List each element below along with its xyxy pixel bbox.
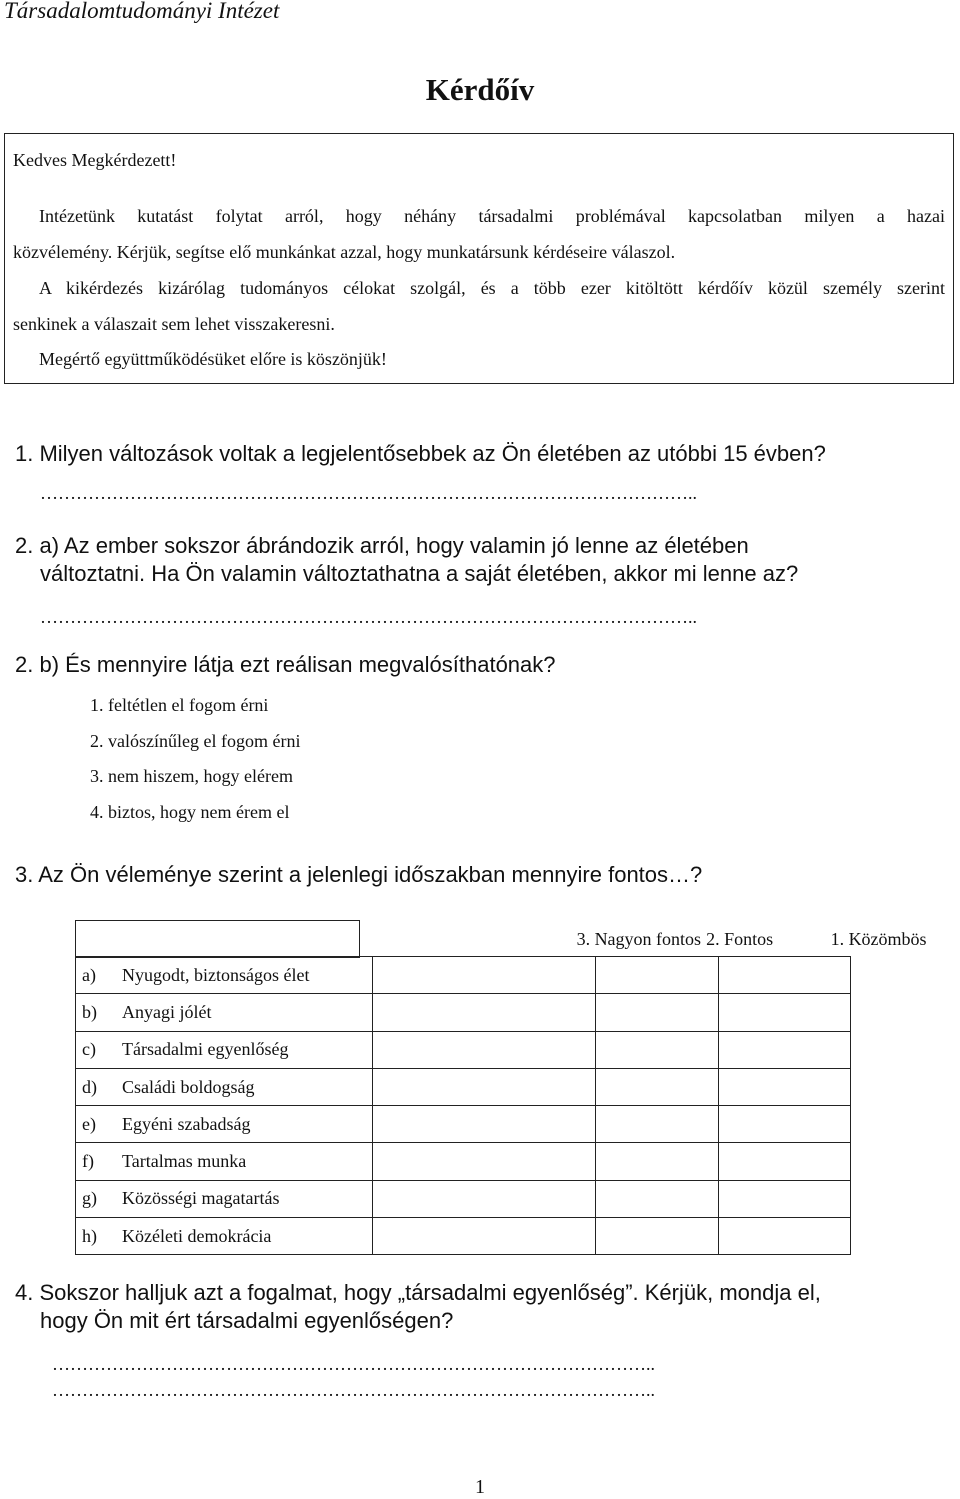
question-2a-line-1: 2. a) Az ember sokszor ábrándozik arról, hogy valamin jó lenne az életében xyxy=(15,533,749,558)
page-number: 1 xyxy=(475,1476,485,1498)
question-2a-answer-line[interactable]: ……………………………………………………………………………………………….. xyxy=(40,607,697,627)
table-header-row xyxy=(76,921,960,958)
cell-c-important[interactable] xyxy=(596,1031,719,1068)
intro-paragraph-2-line-2: senkinek a válaszait sem lehet visszakeresni. xyxy=(13,314,335,334)
row-label-e: e) Egyéni szabadság xyxy=(76,1106,373,1143)
table-row xyxy=(76,994,851,1031)
table-corner-cell xyxy=(76,921,360,958)
cell-g-indifferent[interactable] xyxy=(719,1180,851,1217)
table-spacer xyxy=(359,921,571,958)
row-label-f: f) Tartalmas munka xyxy=(76,1143,373,1180)
cell-g-very-important[interactable] xyxy=(373,1180,596,1217)
cell-a-indifferent[interactable] xyxy=(719,957,851,994)
table-row xyxy=(76,1106,851,1143)
cell-e-very-important[interactable] xyxy=(373,1106,596,1143)
row-label-c: c) Társadalmi egyenlőség xyxy=(76,1031,373,1068)
intro-paragraph-1-line-2: közvélemény. Kérjük, segítse elő munkánkat azzal, hogy munkatársunk kérdéseire válaszol. xyxy=(13,242,676,262)
question-1: 1. Milyen változások voltak a legjelentősebbek az Ön életében az utóbbi 15 évben? xyxy=(15,441,826,466)
table-row xyxy=(76,1143,851,1180)
cell-b-important[interactable] xyxy=(596,994,719,1031)
question-4-answer-line-1[interactable]: ……………………………………………………………………………………….. xyxy=(52,1354,655,1374)
cell-e-indifferent[interactable] xyxy=(719,1106,851,1143)
importance-grid xyxy=(75,956,851,1255)
column-header-very-important: 3. Nagyon fontos xyxy=(576,928,702,949)
table-row xyxy=(76,1031,851,1068)
question-2a-line-2: változtatni. Ha Ön valamin változtathatna a saját életében, akkor mi lenne az? xyxy=(40,561,799,586)
column-header-indifferent: 1. Közömbös xyxy=(830,928,927,949)
option-4[interactable]: 4. biztos, hogy nem érem el xyxy=(90,802,290,822)
cell-f-very-important[interactable] xyxy=(373,1143,596,1180)
table-row xyxy=(76,1180,851,1217)
cell-h-indifferent[interactable] xyxy=(719,1218,851,1255)
cell-e-important[interactable] xyxy=(596,1106,719,1143)
question-4-answer-line-2[interactable]: ……………………………………………………………………………………….. xyxy=(52,1380,655,1400)
question-4-line-2: hogy Ön mit ért társadalmi egyenlőségen? xyxy=(40,1308,454,1333)
greeting: Kedves Megkérdezett! xyxy=(13,150,177,170)
question-2b: 2. b) És mennyire látja ezt reálisan megvalósíthatónak? xyxy=(15,652,556,677)
row-label-a: a) Nyugodt, biztonságos élet xyxy=(76,957,373,994)
intro-thanks: Megértő együttműködésüket előre is köszönjük! xyxy=(39,349,387,369)
cell-f-important[interactable] xyxy=(596,1143,719,1180)
question-3: 3. Az Ön véleménye szerint a jelenlegi időszakban mennyire fontos…? xyxy=(15,862,703,887)
intro-paragraph-1-line-1: Intézetünk kutatást folytat arról, hogy néhány társadalmi problémával kapcsolatban milyen a hazai xyxy=(39,206,945,226)
intro-paragraph-2-line-1: A kikérdezés kizárólag tudományos célokat szolgál, és a több ezer kitöltött kérdőív közül személy szerint xyxy=(39,278,945,298)
cell-b-indifferent[interactable] xyxy=(719,994,851,1031)
cell-f-indifferent[interactable] xyxy=(719,1143,851,1180)
cell-h-very-important[interactable] xyxy=(373,1218,596,1255)
cell-c-very-important[interactable] xyxy=(373,1031,596,1068)
importance-table xyxy=(75,920,960,958)
question-4-line-1: 4. Sokszor halljuk azt a fogalmat, hogy „társadalmi egyenlőség”. Kérjük, mondja el, xyxy=(15,1280,821,1305)
question-1-answer-line[interactable]: ……………………………………………………………………………………………….. xyxy=(40,483,697,503)
option-3[interactable]: 3. nem hiszem, hogy elérem xyxy=(90,766,293,786)
option-2[interactable]: 2. valószínűleg el fogom érni xyxy=(90,731,301,751)
row-label-h: h) Közéleti demokrácia xyxy=(76,1218,373,1255)
institute-header: Társadalomtudományi Intézet xyxy=(4,0,280,23)
cell-d-important[interactable] xyxy=(596,1068,719,1105)
cell-g-important[interactable] xyxy=(596,1180,719,1217)
cell-a-important[interactable] xyxy=(596,957,719,994)
row-label-d: d) Családi boldogság xyxy=(76,1068,373,1105)
cell-h-important[interactable] xyxy=(596,1218,719,1255)
cell-b-very-important[interactable] xyxy=(373,994,596,1031)
cell-a-very-important[interactable] xyxy=(373,957,596,994)
column-header-important: 2. Fontos xyxy=(706,928,774,949)
cell-d-very-important[interactable] xyxy=(373,1068,596,1105)
cell-c-indifferent[interactable] xyxy=(719,1031,851,1068)
row-label-b: b) Anyagi jólét xyxy=(76,994,373,1031)
option-1[interactable]: 1. feltétlen el fogom érni xyxy=(90,695,269,715)
table-row xyxy=(76,1218,851,1255)
table-row xyxy=(76,1068,851,1105)
cell-d-indifferent[interactable] xyxy=(719,1068,851,1105)
table-row xyxy=(76,957,851,994)
page-title: Kérdőív xyxy=(425,72,535,107)
row-label-g: g) Közösségi magatartás xyxy=(76,1180,373,1217)
